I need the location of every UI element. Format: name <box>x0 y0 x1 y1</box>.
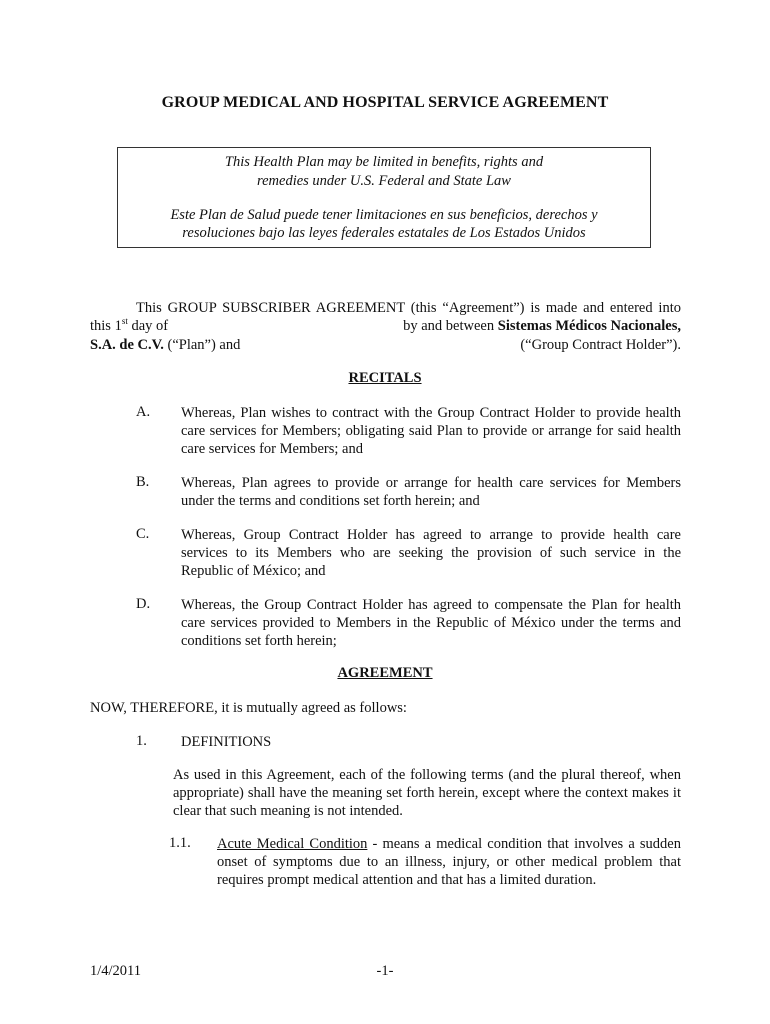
recital-d-line-1: Whereas, the Group Contract Holder has agreed to compensate the Plan for health <box>181 597 681 613</box>
recital-c-line-1: Whereas, Group Contract Holder has agreed to arrange to provide health care <box>181 527 681 543</box>
intro-line-1: This GROUP SUBSCRIBER AGREEMENT (this “Agreement”) is made and entered into <box>136 300 681 316</box>
recital-letter: C. <box>136 526 150 542</box>
definition-line-2: onset of symptoms due to an illness, injury, or other medical problem that <box>217 854 681 870</box>
definitions-intro-line-1: As used in this Agreement, each of the following terms (and the plural thereof, when <box>173 767 681 783</box>
section-number: 1. <box>136 733 147 749</box>
intro-date-line: this 1st day of <box>90 316 169 334</box>
agreement-heading: AGREEMENT <box>337 665 433 681</box>
definition-term: Acute Medical Condition <box>217 836 368 852</box>
intro-between-line: by and between Sistemas Médicos Nacionales, <box>403 318 681 334</box>
recital-c-line-3: Republic of México; and <box>181 563 326 579</box>
recital-b-line-2: under the terms and conditions set forth herein; and <box>181 493 480 509</box>
now-therefore: NOW, THEREFORE, it is mutually agreed as follows: <box>90 700 407 716</box>
section-title: DEFINITIONS <box>181 734 272 750</box>
intro-contract-holder: (“Group Contract Holder”). <box>520 337 681 353</box>
definitions-intro-line-3: clear that such meaning is not intended. <box>173 803 403 819</box>
recital-a-line-1: Whereas, Plan wishes to contract with the Group Contract Holder to provide health <box>181 405 681 421</box>
recital-letter: A. <box>136 404 151 420</box>
document-title: GROUP MEDICAL AND HOSPITAL SERVICE AGREEMENT <box>161 94 609 111</box>
recitals-heading: RECITALS <box>348 370 422 386</box>
definitions-intro-line-2: appropriate) shall have the meaning set forth herein, except where the context makes it <box>173 785 681 801</box>
recital-d-line-2: care services provided to Members in the Republic of México under the terms and <box>181 615 681 631</box>
intro-plan-line: S.A. de C.V. (“Plan”) and <box>90 337 241 353</box>
definition-number: 1.1. <box>169 835 191 851</box>
notice-es-line-2: resoluciones bajo las leyes federales estatales de Los Estados Unidos <box>182 225 586 241</box>
footer-date: 1/4/2011 <box>90 963 142 979</box>
definition-line-3: requires prompt medical attention and that has a limited duration. <box>217 872 597 888</box>
recital-c-line-2: services to its Members who are seeking the provision of such service in the <box>181 545 681 561</box>
recital-b-line-1: Whereas, Plan agrees to provide or arrange for health care services for Members <box>181 475 681 491</box>
notice-en-line-1: This Health Plan may be limited in benefits, rights and <box>224 154 544 170</box>
definition-line-1: Acute Medical Condition - means a medical condition that involves a sudden <box>217 836 681 852</box>
recital-a-line-2: care services for Members; obligating said Plan to provide or arrange for said health <box>181 423 681 439</box>
recital-a-line-3: care services for Members; and <box>181 441 363 457</box>
company-name: Sistemas Médicos Nacionales, <box>497 318 681 334</box>
recital-d-line-3: conditions set forth herein; <box>181 633 337 649</box>
notice-es-line-1: Este Plan de Salud puede tener limitaciones en sus beneficios, derechos y <box>170 207 598 223</box>
recital-letter: B. <box>136 474 150 490</box>
page-number: -1- <box>376 963 394 979</box>
recital-letter: D. <box>136 596 151 612</box>
notice-en-line-2: remedies under U.S. Federal and State Law <box>257 173 511 189</box>
